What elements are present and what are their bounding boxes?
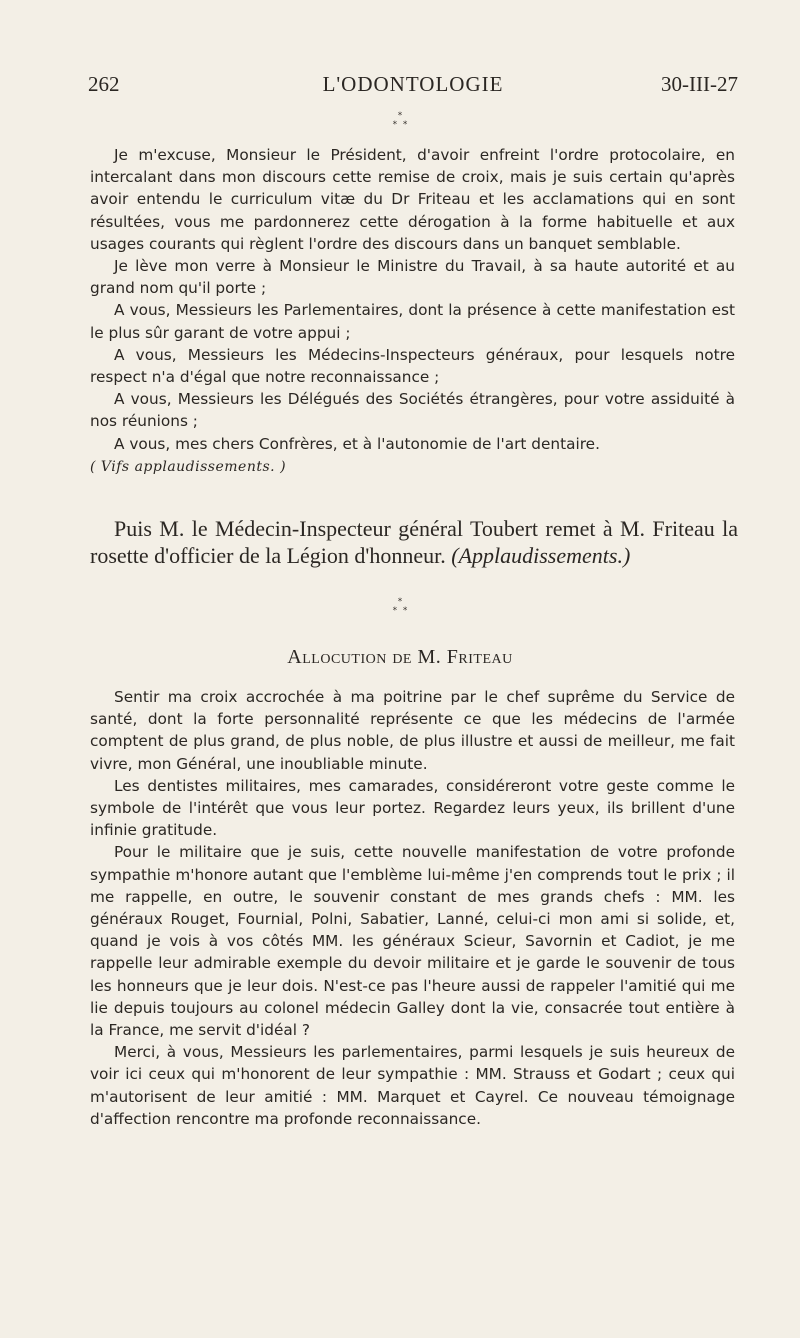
transition-paragraph <box>90 515 738 569</box>
paragraph: A vous, Messieurs les Délégués des Sociétés étrangères, pour votre assiduité à nos réunions ; <box>90 390 735 431</box>
paragraph: Je m'excuse, Monsieur le Président, d'avoir enfreint l'ordre protocolaire, en intercalant dans mon discours cette remise de croix, mais je suis certain qu'après avoir entendu le curriculum vitæ du Dr Friteau et les acclamations qui en sont résultées, vous me pardonnerez cette dérogation à la forme habituelle et aux usages courants qui règlent l'ordre des discours dans un banquet semblable. <box>90 146 735 253</box>
section-separator-middle <box>340 598 460 616</box>
separator-star: * <box>397 111 403 121</box>
running-header <box>88 72 738 102</box>
section-heading: Allocution de M. Friteau <box>287 646 513 668</box>
separator-star: * * <box>392 606 408 616</box>
journal-title: L'ODONTOLOGIE <box>322 72 504 96</box>
issue-date: 30-III-27 <box>661 72 738 96</box>
paragraph: A vous, Messieurs les Médecins-Inspecteurs généraux, pour lesquels notre respect n'a d'égal que notre reconnaissance ; <box>90 345 735 387</box>
separator-star: * <box>397 597 403 607</box>
applause-note: ( Vifs applaudissements. ) <box>90 458 287 475</box>
section-separator-top <box>340 112 460 130</box>
paragraph: A vous, Messieurs les Parlementaires, dont la présence à cette manifestation est le plus sûr garant de votre appui ; <box>90 301 735 342</box>
paragraph: Je lève mon verre à Monsieur le Ministre du Travail, à sa haute autorité et au grand nom qu'il porte ; <box>90 257 735 298</box>
paragraph: A vous, mes chers Confrères, et à l'autonomie de l'art dentaire. <box>114 434 600 453</box>
transition-text: Puis M. le Médecin-Inspecteur général Toubert remet à M. Friteau la rosette d'officier de la Légion d'honneur. <box>90 516 738 568</box>
separator-star: * * <box>392 120 408 130</box>
speech-conclusion <box>90 144 735 478</box>
paragraph: Merci, à vous, Messieurs les parlementaires, parmi lesquels je suis heureux de voir ici ceux qui m'honorent de leur sympathie : MM. Strauss et Godart ; ceux qui m'autorisent de leur amitié : MM. Marquet et Cayrel. Ce nouveau témoignage d'affection rencontre ma profonde reconnaissance. <box>90 1043 735 1128</box>
page-number: 262 <box>88 72 120 96</box>
paragraph: Les dentistes militaires, mes camarades, considéreront votre geste comme le symbole de l'intérêt que vous leur portez. Regardez leurs yeux, ils brillent d'une infinie gratitude. <box>90 776 735 840</box>
paragraph: Sentir ma croix accrochée à ma poitrine par le chef suprême du Service de santé, dont la forte personnalité représente ce que les médecins de l'armée comptent de plus grand, de plus noble, de plus illustre et aussi de meilleur, me fait vivre, mon Général, une inoubliable minute. <box>90 688 735 773</box>
allocution-body <box>90 686 735 1130</box>
transition-applause: (Applaudissements.) <box>451 543 631 568</box>
paragraph: Pour le militaire que je suis, cette nouvelle manifestation de votre profonde sympathie m'honore autant que l'emblème lui-même j'en comprends tout le prix ; il me rappelle, en outre, le souvenir constant de mes grands chefs : MM. les généraux Rouget, Fournial, Polni, Sabatier, Lanné, celui-ci mon ami si solide, et, quand je vois à vos côtés MM. les généraux Scieur, Savornin et Cadiot, je me rappelle leur admirable exemple du devoir militaire et je garde le souvenir de tous les honneurs que je leur dois. N'est-ce pas l'heure aussi de rappeler l'amitié qui me lie depuis toujours au colonel médecin Galley dont la vie, consacrée tout entière à la France, me servit d'idéal ? <box>90 843 735 1040</box>
